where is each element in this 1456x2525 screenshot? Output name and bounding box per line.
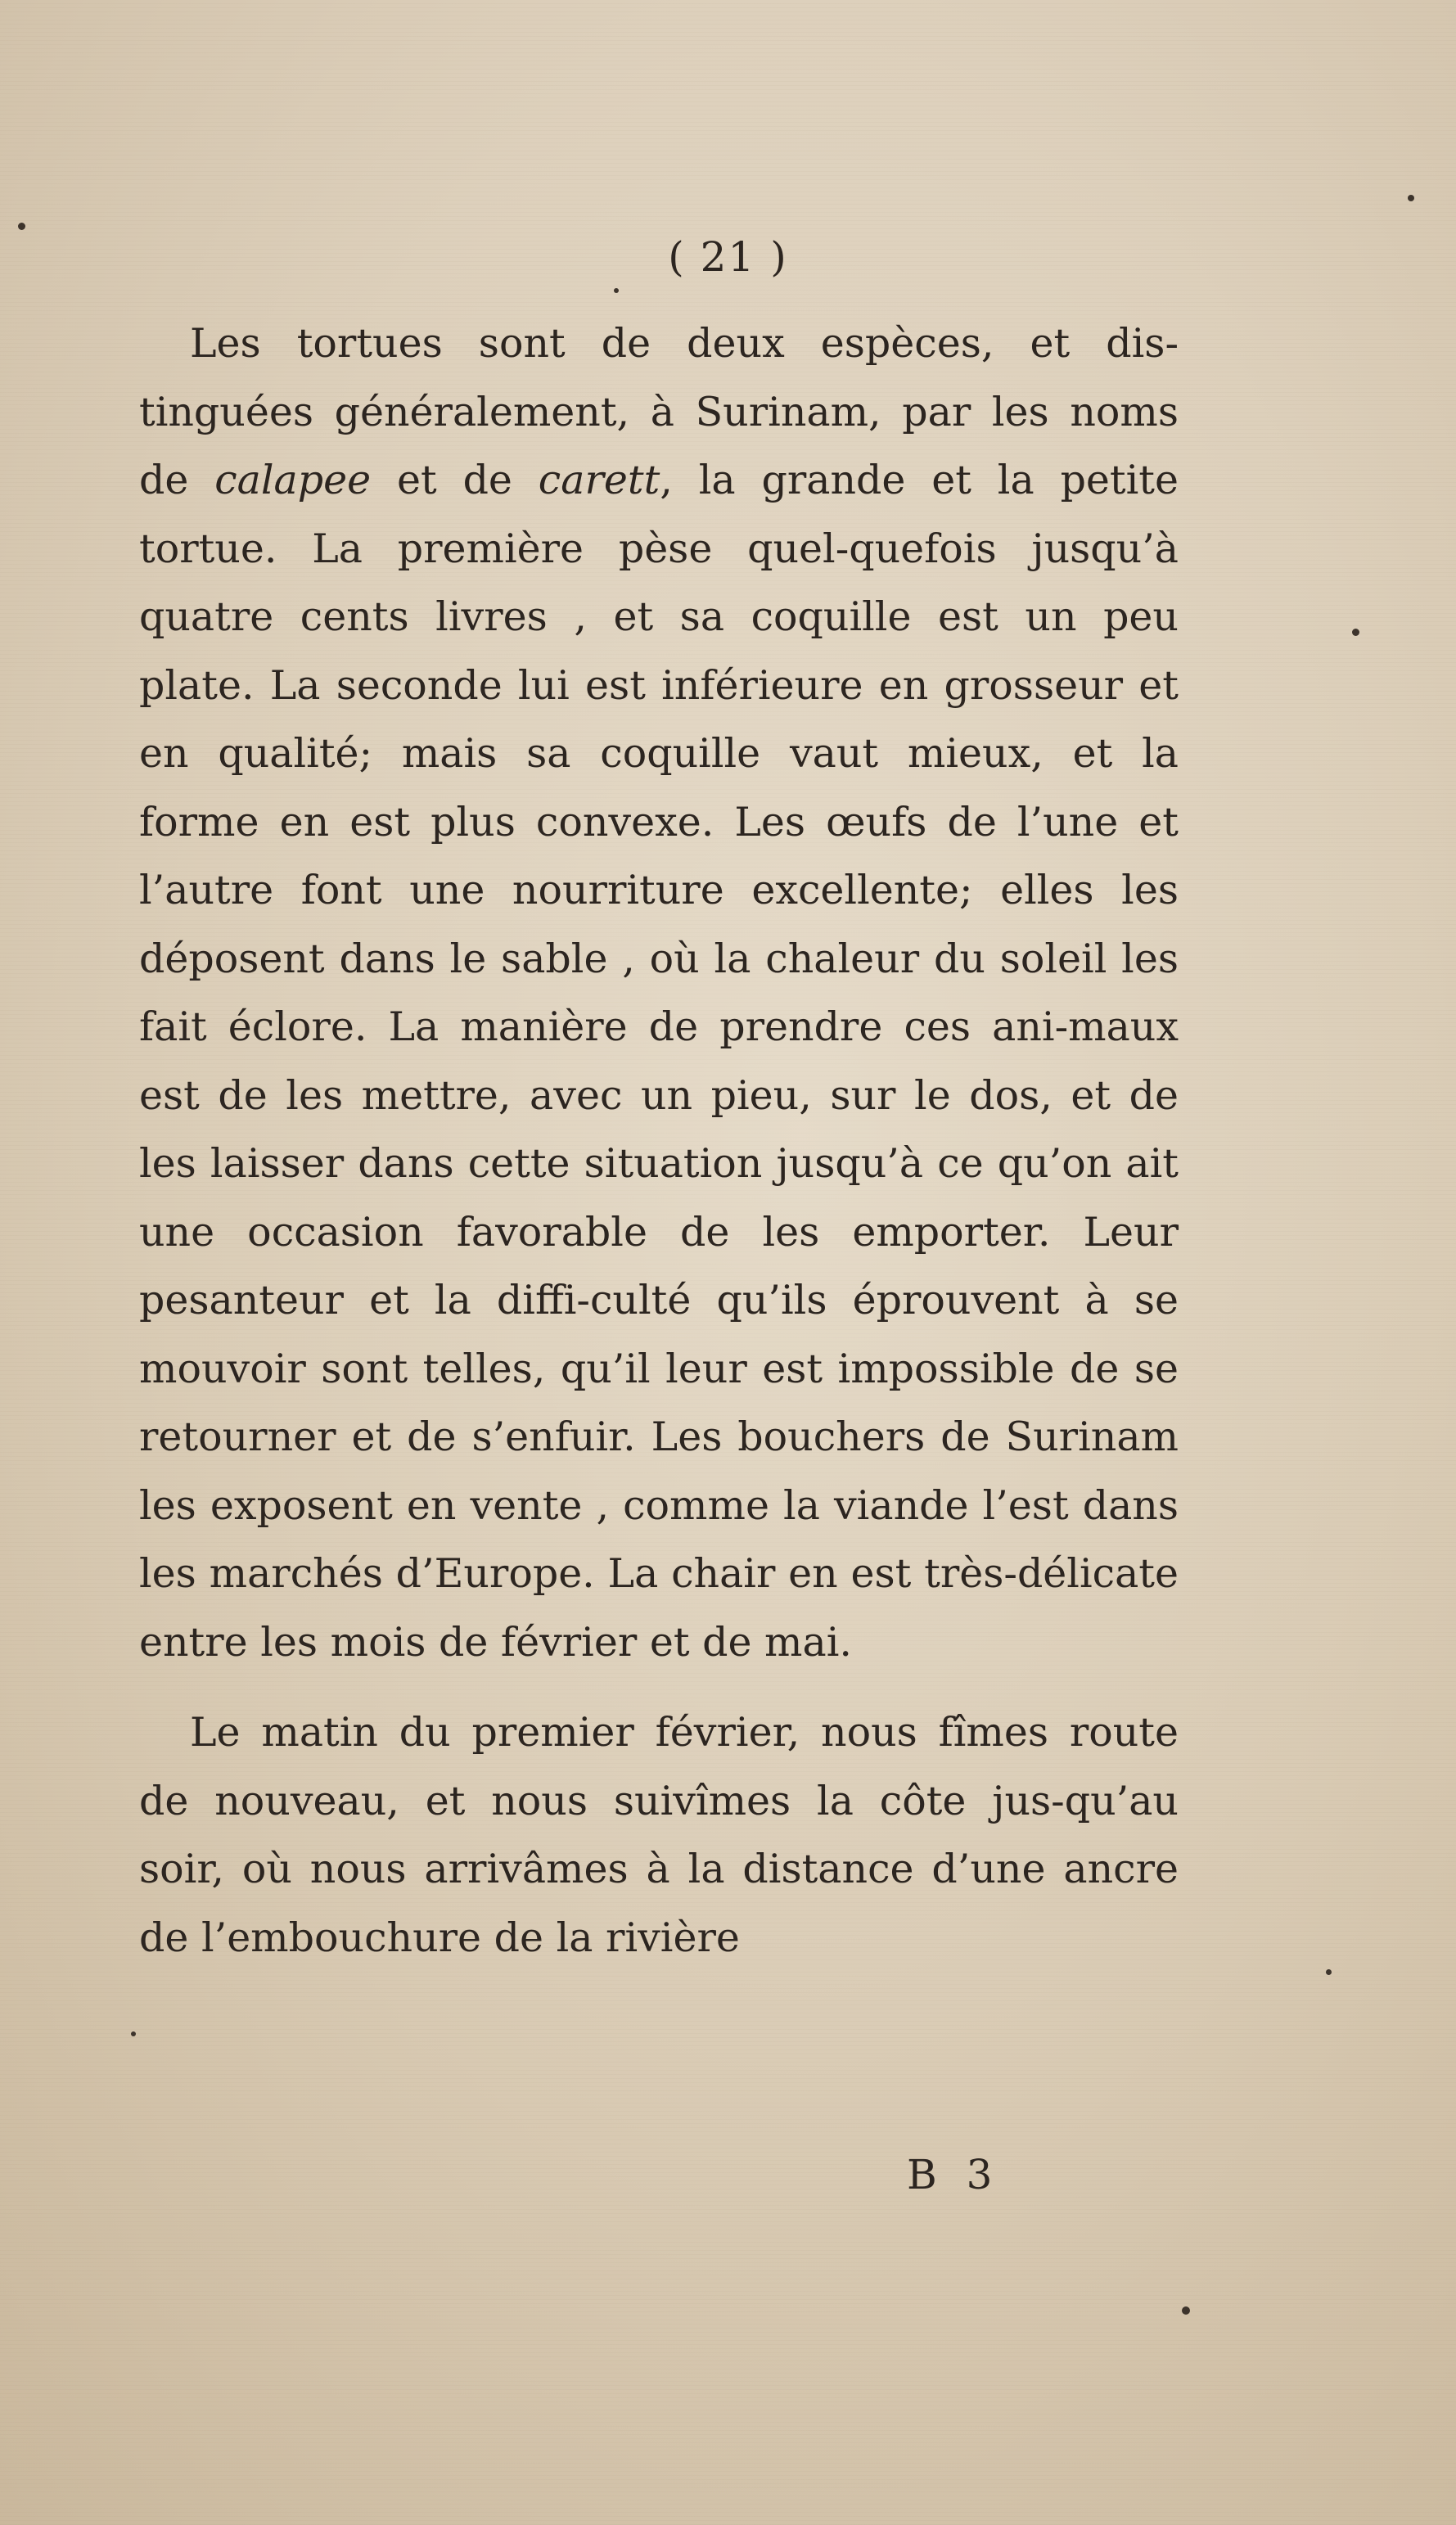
text-segment: Les tortues sont de deux espèces, et dis-tinguées généralement, à Surinam, par les noms de: [139, 320, 1179, 503]
paper-speck: [1408, 195, 1414, 201]
paragraph-tortues: [139, 309, 1179, 1676]
page-number: ( 21 ): [668, 233, 788, 281]
text-segment: et de: [371, 457, 539, 503]
text-segment: Le matin du premier février, nous fîmes route de nouveau, et nous suivîmes la côte jus-qu’au soir, où nous arrivâmes à la distance d’une ancre de l’embouchure de la rivière: [139, 1709, 1179, 1961]
italic-term-calapee: calapee: [214, 457, 372, 503]
signature-mark: B 3: [907, 2151, 1001, 2198]
italic-term-carett: carett: [538, 457, 660, 503]
paragraph-fevrier: [139, 1698, 1179, 1972]
paper-speck: [1182, 2306, 1190, 2315]
body-text: [139, 309, 1179, 1972]
paper-speck: [1352, 629, 1359, 636]
paper-speck: [131, 2031, 136, 2036]
paper-speck: [18, 223, 25, 230]
text-segment: , la grande et la petite tortue. La première pèse quel-quefois jusqu’à quatre cents livres , et sa coquille est un peu plate. La seconde lui est inférieure en grosseur et en qualité; mais sa coquille vaut mieux, et la forme en est plus convexe. Les œufs de l’une et l’autre font une nourriture excellente; elles les déposent dans le sable , où la chaleur du soleil les fait éclore. La manière de prendre ces ani-maux est de les mettre, avec un pieu, sur le dos, et de les laisser dans cette situation jusqu’à ce qu’on ait une occasion favorable de les emporter. Leur pesanteur et la diffi-culté qu’ils éprouvent à se mouvoir sont telles, qu’il leur est impossible de se retourner et de s’enfuir. Les bouchers de Surinam les exposent en vente , comme la viande l’est dans les marchés d’Europe. La chair en est très-délicate entre les mois de février et de mai.: [139, 457, 1179, 1666]
paper-speck: [614, 288, 619, 293]
paper-speck: [1326, 1969, 1332, 1975]
